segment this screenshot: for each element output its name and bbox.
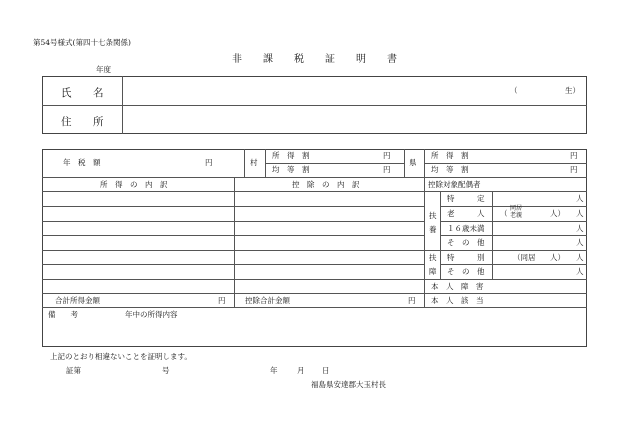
address-label-2: 所 [93,116,104,128]
title-char-1: 非 [232,54,242,65]
address-label-1: 住 [61,116,72,128]
tax-row-bottom [42,177,587,178]
row-line-1 [42,191,587,192]
title-char-6: 書 [387,54,397,65]
certificate-go-label: 号 [162,366,170,375]
fusho-char-1: 扶 [429,253,437,262]
doukyo-paren-close: 人） [550,253,565,262]
total-deduction-yen: 円 [408,296,416,305]
row-line-8 [42,293,587,294]
income-breakdown-header: 所 得 の 内 訳 [100,180,168,189]
dependent-sonota: そ の 他 [447,238,485,247]
village-label: 村 [250,158,258,167]
address-field[interactable] [128,109,583,131]
name-label-1: 氏 [61,87,72,99]
pref-mid [424,163,587,164]
fusho-char-2: 障 [429,267,437,276]
date-year-label: 年 [270,366,278,375]
doukyo-rojin-bottom: 老親 [510,212,523,219]
fuyo-char-2: 養 [429,225,437,234]
under16-count-unit: 人 [576,224,584,233]
doukyo-paren-open: （同居 [513,253,536,262]
title-char-5: 明 [356,54,366,65]
row-line-3b [440,221,587,222]
pref-equal-yen: 円 [570,165,578,174]
disability-sonota-count-unit: 人 [576,267,584,276]
tokutei-count-unit: 人 [576,194,584,203]
village-income-levy: 所 得 割 [272,151,310,160]
row-line-4b [440,235,587,236]
certificate-no-label: 証第 [66,366,81,375]
row-line-6b [440,264,587,265]
dependent-rojin: 老 人 [447,209,485,218]
pref-col-left [404,149,405,177]
row-line-4 [42,235,424,236]
doukyo-rojin-top: 同居 [510,205,523,212]
village-income-yen: 円 [383,151,391,160]
annual-tax-label: 年 税 額 [63,158,101,167]
dependent-under16: １６歳未満 [447,224,485,233]
date-month-label: 月 [297,366,305,375]
certify-statement: 上記のとおり相違ないことを証明します。 [50,352,192,361]
title-char-4: 証 [325,54,335,65]
spouse-deduction-header: 控除対象配偶者 [428,180,481,189]
notes-label: 備 考 [48,310,78,319]
fuyo-char-1: 扶 [429,211,437,220]
self-applicable: 本 人 該 当 [431,296,484,305]
sonota-count-unit: 人 [576,238,584,247]
disability-tokubetsu: 特 別 [447,253,485,262]
row-line-7 [42,279,587,280]
pref-equal-levy: 均 等 割 [431,165,469,174]
breakdown-divider [234,177,235,307]
fiscal-year-label: 年度 [96,65,111,74]
row-line-5 [42,250,587,251]
birth-open: （ [510,86,518,95]
rojin-count-unit: 人 [576,209,584,218]
village-equal-levy: 均 等 割 [272,165,310,174]
person-label-divider [122,76,123,134]
deduction-breakdown-header: 控 除 の 内 訳 [292,180,360,189]
main-table [42,149,587,347]
self-disability: 本 人 障 害 [431,282,484,291]
village-equal-yen: 円 [383,165,391,174]
annual-tax-yen: 円 [205,158,213,167]
pref-income-yen: 円 [570,151,578,160]
date-day-label: 日 [322,366,330,375]
pref-income-levy: 所 得 割 [431,151,469,160]
row-line-3 [42,221,424,222]
title-char-2: 課 [263,54,273,65]
rojin-paren-open: （ [500,209,508,218]
form-number: 第54号様式(第四十七条関係) [33,38,131,47]
person-divider [42,105,587,106]
village-mid [265,163,404,164]
row-line-2 [42,206,424,207]
title-char-3: 税 [294,54,304,65]
prefecture-label: 県 [409,158,417,167]
dependents-divider [424,177,425,307]
tokubetsu-count-unit: 人 [576,253,584,262]
row-line-6 [42,264,424,265]
notes-text: 年中の所得内容 [125,310,178,319]
issuer-name: 福島県安達郡大玉村長 [311,380,386,389]
village-col-left [244,149,245,177]
row-line-9 [42,307,587,308]
total-deduction-label: 控除合計金額 [245,296,290,305]
birth-close: 生） [565,86,580,95]
rojin-paren-close: 人） [550,209,565,218]
name-label-2: 名 [93,87,104,99]
total-income-label: 合計所得金額 [55,296,100,305]
dependent-tokutei: 特 定 [447,194,485,203]
total-income-yen: 円 [218,296,226,305]
disability-sonota: そ の 他 [447,267,485,276]
